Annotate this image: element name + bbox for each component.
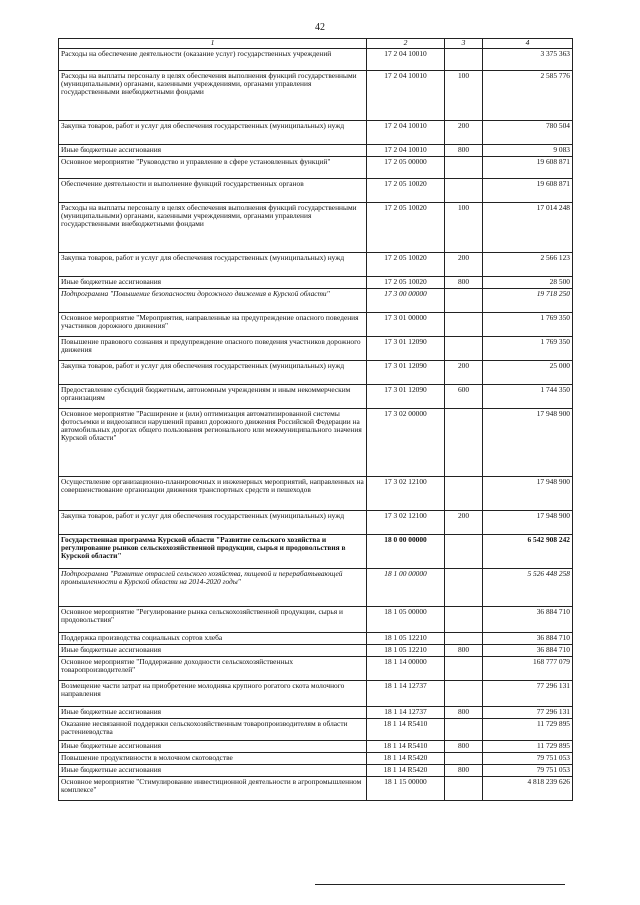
row-code: 18 1 14 00000: [367, 656, 445, 680]
row-code: 18 0 00 00000: [367, 534, 445, 568]
row-expense-type: 100: [445, 202, 483, 252]
row-name: Основное мероприятие "Мероприятия, направленные на предупреждение опасного поведения участников дорожного движения": [59, 312, 367, 336]
row-expense-type: 800: [445, 740, 483, 752]
row-name: Предоставление субсидий бюджетным, автономным учреждениям и иным некоммерческим организациям: [59, 384, 367, 408]
row-sum: 77 296 131: [483, 706, 573, 718]
row-code: 18 1 14 R5420: [367, 752, 445, 764]
row-sum: 17 014 248: [483, 202, 573, 252]
row-name: Расходы на обеспечение деятельности (оказание услуг) государственных учреждений: [59, 48, 367, 70]
row-code: 17 3 01 00000: [367, 312, 445, 336]
row-expense-type: [445, 408, 483, 476]
row-sum: 2 566 123: [483, 252, 573, 276]
row-name: Иные бюджетные ассигнования: [59, 706, 367, 718]
row-name: Государственная программа Курской области "Развитие сельского хозяйства и регулирование рынков сельскохозяйственной продукции, сырья и продовольствия в Курской области": [59, 534, 367, 568]
row-code: 17 3 01 12090: [367, 384, 445, 408]
table-row: [59, 568, 573, 606]
row-code: 18 1 14 R5420: [367, 764, 445, 776]
row-name: Поддержка производства социальных сортов хлеба: [59, 632, 367, 644]
row-code: 17 3 00 00000: [367, 288, 445, 312]
table-row: [59, 776, 573, 800]
row-code: 18 1 14 12737: [367, 706, 445, 718]
row-sum: 17 948 900: [483, 510, 573, 534]
row-sum: 19 608 871: [483, 156, 573, 178]
header-cell-sum: 4: [483, 39, 573, 49]
row-expense-type: [445, 156, 483, 178]
row-expense-type: 200: [445, 510, 483, 534]
row-expense-type: 200: [445, 252, 483, 276]
row-expense-type: 800: [445, 706, 483, 718]
row-code: 17 2 04 10010: [367, 144, 445, 156]
table-row: [59, 656, 573, 680]
row-code: 18 1 14 R5410: [367, 718, 445, 740]
row-sum: 11 729 895: [483, 740, 573, 752]
table-row: [59, 606, 573, 632]
table-row: [59, 288, 573, 312]
row-expense-type: [445, 476, 483, 510]
row-expense-type: [445, 568, 483, 606]
row-code: 18 1 05 12210: [367, 644, 445, 656]
row-sum: 79 751 053: [483, 764, 573, 776]
row-name: Расходы на выплаты персоналу в целях обеспечения выполнения функций государственными (муниципальными) органами, казенными учреждениями, органами управления государственными внебюджетными фондами: [59, 70, 367, 120]
row-expense-type: [445, 718, 483, 740]
row-expense-type: 800: [445, 276, 483, 288]
row-sum: 4 818 239 626: [483, 776, 573, 800]
row-sum: 17 948 900: [483, 476, 573, 510]
table-row: [59, 764, 573, 776]
row-sum: 780 504: [483, 120, 573, 144]
row-sum: 1 744 350: [483, 384, 573, 408]
row-name: Обеспечение деятельности и выполнение функций государственных органов: [59, 178, 367, 202]
row-name: Оказание несвязанной поддержки сельскохозяйственным товаропроизводителям в области растениеводства: [59, 718, 367, 740]
row-code: 17 2 05 10020: [367, 202, 445, 252]
row-expense-type: [445, 656, 483, 680]
table-row: [59, 144, 573, 156]
header-cell-code: 2: [367, 39, 445, 49]
row-sum: 19 608 871: [483, 178, 573, 202]
table-row: [59, 156, 573, 178]
row-sum: 79 751 053: [483, 752, 573, 764]
row-expense-type: 800: [445, 764, 483, 776]
row-expense-type: 800: [445, 144, 483, 156]
page-number: 42: [315, 22, 325, 33]
row-sum: 1 769 350: [483, 312, 573, 336]
row-code: 17 2 04 10010: [367, 70, 445, 120]
row-expense-type: [445, 752, 483, 764]
row-expense-type: [445, 312, 483, 336]
row-name: Иные бюджетные ассигнования: [59, 276, 367, 288]
row-code: 18 1 05 12210: [367, 632, 445, 644]
table-row: [59, 384, 573, 408]
row-name: Иные бюджетные ассигнования: [59, 144, 367, 156]
row-expense-type: [445, 632, 483, 644]
row-code: 17 2 05 10020: [367, 252, 445, 276]
row-name: Основное мероприятие "Регулирование рынка сельскохозяйственной продукции, сырья и продовольствия": [59, 606, 367, 632]
row-expense-type: 200: [445, 360, 483, 384]
header-cell-vr: 3: [445, 39, 483, 49]
row-sum: 28 500: [483, 276, 573, 288]
row-expense-type: [445, 776, 483, 800]
row-name: Иные бюджетные ассигнования: [59, 740, 367, 752]
row-code: 17 2 05 00000: [367, 156, 445, 178]
row-expense-type: 100: [445, 70, 483, 120]
table-row: [59, 718, 573, 740]
row-sum: 36 884 710: [483, 632, 573, 644]
row-name: Основное мероприятие "Расширение и (или) оптимизация автоматизированной системы фотосъемки и видеозаписи нарушений правил дорожного движения Российской Федерации на автомобильных дорогах общего пользования регионального или межмуниципального значения Курской области": [59, 408, 367, 476]
table-row: [59, 312, 573, 336]
row-code: 18 1 05 00000: [367, 606, 445, 632]
row-name: Закупка товаров, работ и услуг для обеспечения государственных (муниципальных) нужд: [59, 120, 367, 144]
header-row: [59, 39, 573, 49]
budget-table: [58, 38, 573, 801]
row-name: Закупка товаров, работ и услуг для обеспечения государственных (муниципальных) нужд: [59, 360, 367, 384]
row-name: Подпрограмма "Развитие отраслей сельского хозяйства, пищевой и перерабатывающей промышленности в Курской области на 2014-2020 годы": [59, 568, 367, 606]
row-expense-type: [445, 606, 483, 632]
table-row: [59, 752, 573, 764]
table-row: [59, 120, 573, 144]
row-name: Повышение продуктивности в молочном скотоводстве: [59, 752, 367, 764]
row-sum: 25 000: [483, 360, 573, 384]
row-code: 18 1 15 00000: [367, 776, 445, 800]
row-name: Осуществление организационно-планировочных и инженерных мероприятий, направленных на совершенствование организации движения транспортных средств и пешеходов: [59, 476, 367, 510]
row-name: Иные бюджетные ассигнования: [59, 764, 367, 776]
row-expense-type: 800: [445, 644, 483, 656]
row-code: 17 3 01 12090: [367, 336, 445, 360]
row-name: Основное мероприятие "Поддержание доходности сельскохозяйственных товаропроизводителей": [59, 656, 367, 680]
row-sum: 36 884 710: [483, 644, 573, 656]
row-sum: 168 777 079: [483, 656, 573, 680]
table-row: [59, 178, 573, 202]
header-cell-name: 1: [59, 39, 367, 49]
row-sum: 9 083: [483, 144, 573, 156]
row-code: 17 3 02 12100: [367, 510, 445, 534]
row-sum: 17 948 900: [483, 408, 573, 476]
row-sum: 11 729 895: [483, 718, 573, 740]
row-name: Подпрограмма "Повышение безопасности дорожного движения в Курской области": [59, 288, 367, 312]
row-expense-type: [445, 48, 483, 70]
row-code: 17 2 04 10010: [367, 48, 445, 70]
row-name: Повышение правового сознания и предупреждение опасного поведения участников дорожного движения: [59, 336, 367, 360]
row-sum: 2 585 776: [483, 70, 573, 120]
table-row: [59, 408, 573, 476]
row-expense-type: [445, 680, 483, 706]
row-code: 18 1 14 R5410: [367, 740, 445, 752]
row-name: Основное мероприятие "Руководство и управление в сфере установленных функций": [59, 156, 367, 178]
row-name: Иные бюджетные ассигнования: [59, 644, 367, 656]
row-code: 18 1 14 12737: [367, 680, 445, 706]
row-expense-type: 600: [445, 384, 483, 408]
footer-rule: [315, 884, 565, 885]
row-name: Основное мероприятие "Стимулирование инвестиционной деятельности в агропромышленном комплексе": [59, 776, 367, 800]
row-name: Закупка товаров, работ и услуг для обеспечения государственных (муниципальных) нужд: [59, 252, 367, 276]
row-code: 17 3 02 00000: [367, 408, 445, 476]
row-expense-type: [445, 534, 483, 568]
table-row: [59, 70, 573, 120]
table-row: [59, 48, 573, 70]
table-row: [59, 510, 573, 534]
row-expense-type: [445, 336, 483, 360]
table-row: [59, 276, 573, 288]
row-sum: 1 769 350: [483, 336, 573, 360]
row-sum: 77 296 131: [483, 680, 573, 706]
table-row: [59, 360, 573, 384]
row-sum: 19 718 250: [483, 288, 573, 312]
table-row: [59, 202, 573, 252]
table-row: [59, 534, 573, 568]
row-sum: 36 884 710: [483, 606, 573, 632]
table-row: [59, 252, 573, 276]
row-sum: 5 526 448 258: [483, 568, 573, 606]
row-code: 17 3 01 12090: [367, 360, 445, 384]
table-row: [59, 706, 573, 718]
table-row: [59, 336, 573, 360]
table-row: [59, 644, 573, 656]
row-expense-type: [445, 288, 483, 312]
row-name: Закупка товаров, работ и услуг для обеспечения государственных (муниципальных) нужд: [59, 510, 367, 534]
row-name: Расходы на выплаты персоналу в целях обеспечения выполнения функций государственными (муниципальными) органами, казенными учреждениями, органами управления государственными внебюджетными фондами: [59, 202, 367, 252]
row-code: 17 2 04 10010: [367, 120, 445, 144]
row-code: 17 3 02 12100: [367, 476, 445, 510]
row-sum: 3 375 363: [483, 48, 573, 70]
row-code: 18 1 00 00000: [367, 568, 445, 606]
row-name: Возмещение части затрат на приобретение молодняка крупного рогатого скота молочного направления: [59, 680, 367, 706]
row-expense-type: 200: [445, 120, 483, 144]
row-expense-type: [445, 178, 483, 202]
table-row: [59, 740, 573, 752]
table-row: [59, 680, 573, 706]
table-row: [59, 476, 573, 510]
row-code: 17 2 05 10020: [367, 178, 445, 202]
row-sum: 6 542 908 242: [483, 534, 573, 568]
table-row: [59, 632, 573, 644]
row-code: 17 2 05 10020: [367, 276, 445, 288]
